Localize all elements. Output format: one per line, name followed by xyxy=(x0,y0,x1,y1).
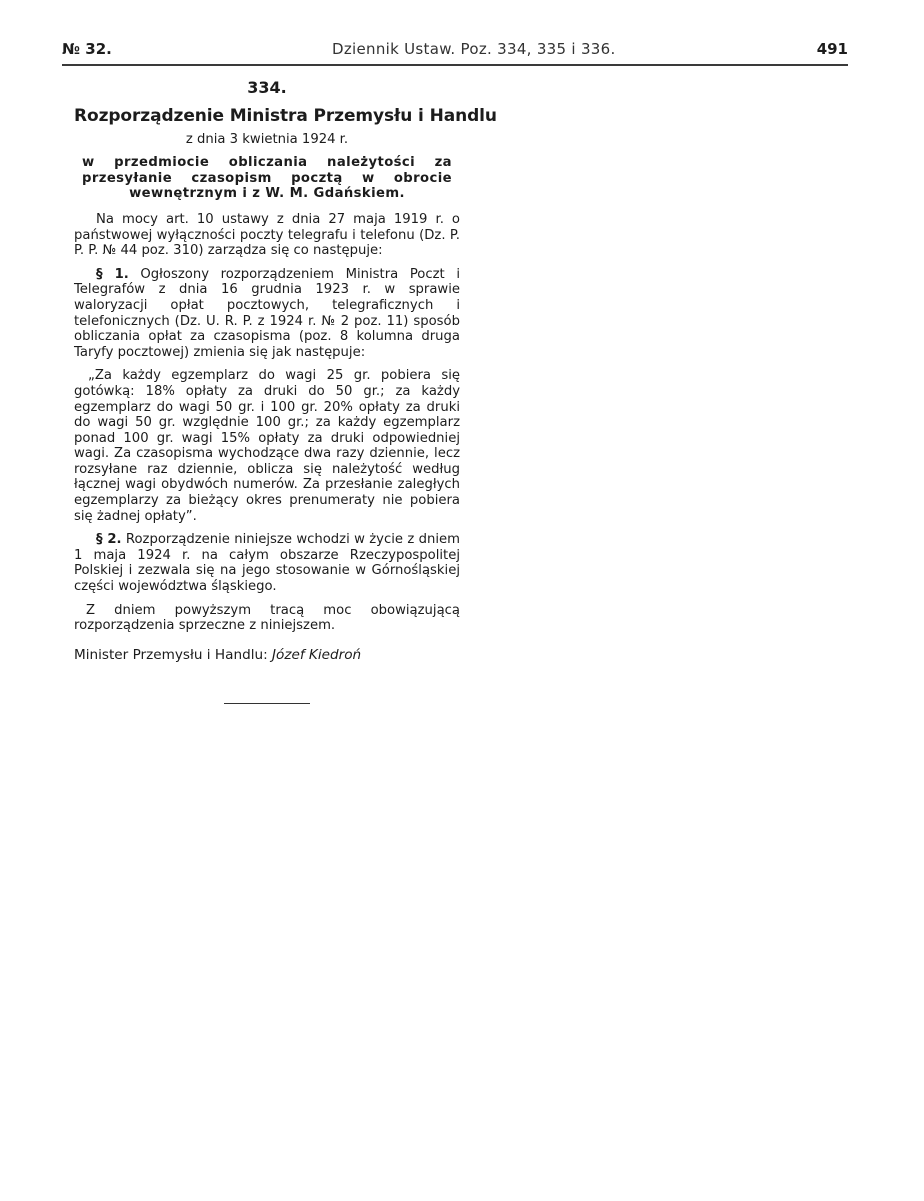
document-date: z dnia 3 kwietnia 1924 r. xyxy=(185,131,349,147)
signature-line xyxy=(74,648,460,664)
end-divider xyxy=(224,703,310,704)
issue-number: № 32. xyxy=(62,40,112,58)
section-1-label: § 1. xyxy=(96,266,129,282)
section-2-paragraph xyxy=(74,532,460,594)
header-divider xyxy=(62,64,848,66)
preamble-paragraph: Na mocy art. 10 ustawy z dnia 27 maja 1919 r. o państwowej wyłączności poczty telegrafu i telefonu (Dz. P. P. P. № 44 poz. 310) zarządza się co następuje: xyxy=(74,211,460,259)
signature-title: Minister Przemysłu i Handlu: xyxy=(74,646,268,663)
document-subject: w przedmiocie obliczania należytości za przesyłanie czasopism pocztą w obrocie wewnętrznym i z W. M. Gdańskiem. xyxy=(82,155,452,202)
position-number: 334. xyxy=(247,78,287,97)
section-1-quote: „Za każdy egzemplarz do wagi 25 gr. pobiera się gotówką: 18% opłaty za druki do 50 gr.; za każdy egzemplarz do wagi 50 gr. i 100 gr. 20% opłaty za druki do wagi 50 gr. względnie 100 gr.; za każdy egzemplarz ponad 100 gr. wagi 15% opłaty za druki odpowiedniej wagi. Za czasopisma wychodzące dwa razy dziennie, lecz rozsyłane raz dziennie, oblicza się należytość według łącznej wagi obydwóch numerów. Za przesłanie zaległych egzemplarzy za bieżący okres prenumeraty nie pobiera się żadnej opłaty”. xyxy=(74,368,460,524)
journal-reference: Dziennik Ustaw. Poz. 334, 335 i 336. xyxy=(332,40,616,58)
page-header xyxy=(62,40,848,64)
section-1-paragraph xyxy=(74,267,460,361)
section-2-label: § 2. xyxy=(96,532,122,548)
document-column xyxy=(74,78,497,704)
section-1-text: Ogłoszony rozporządzeniem Ministra Poczt i Telegrafów z dnia 16 grudnia 1923 r. w sprawie waloryzacji opłat pocztowych, telegraficznych i telefonicznych (Dz. U. R. P. z 1924 r. № 2 poz. 11) sposób obliczania opłat za czasopisma (poz. 8 kolumna druga Taryfy pocztowej) zmienia się jak następuje: xyxy=(74,266,460,360)
document-title: Rozporządzenie Ministra Przemysłu i Handlu xyxy=(74,105,497,126)
section-2-text: Rozporządzenie niniejsze wchodzi w życie z dniem 1 maja 1924 r. na całym obszarze Rzeczypospolitej Polskiej i zezwala się na jego stosowanie w Górnośląskiej części województwa śląskiego. xyxy=(74,532,460,595)
repeal-paragraph: Z dniem powyższym tracą moc obowiązującą rozporządzenia sprzeczne z niniejszem. xyxy=(74,602,460,634)
signature-name: Józef Kiedroń xyxy=(272,646,362,663)
page-number: 491 xyxy=(816,40,848,58)
